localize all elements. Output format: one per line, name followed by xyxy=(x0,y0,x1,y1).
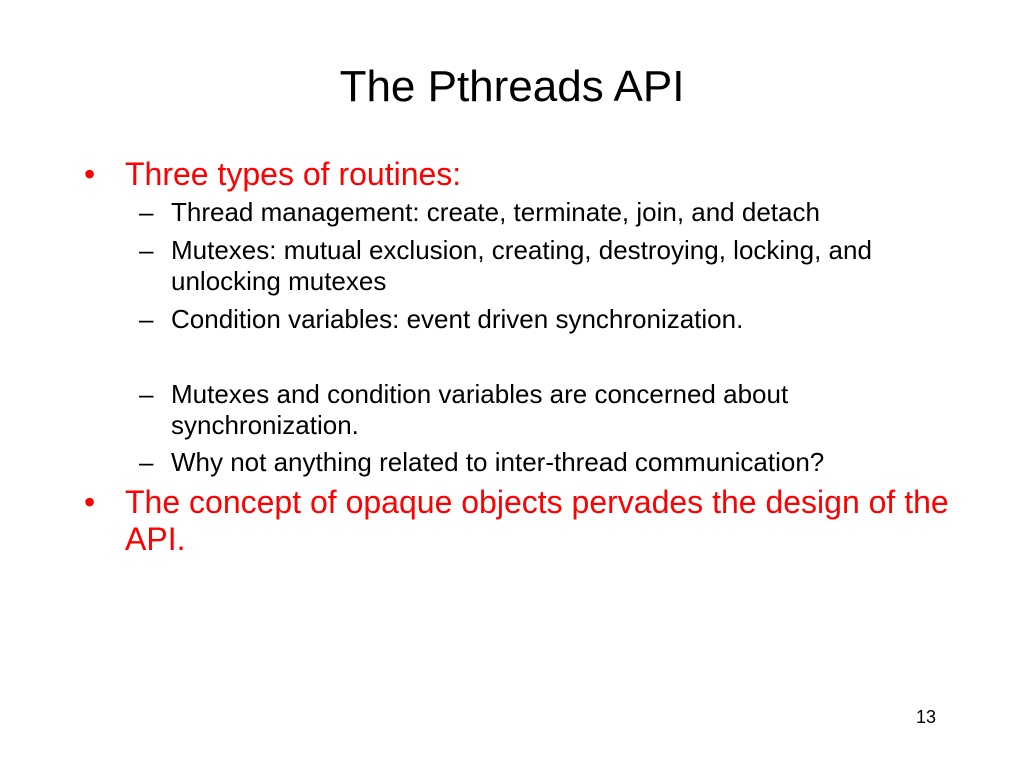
subitem-text: Thread management: create, terminate, join, and detach xyxy=(171,197,820,227)
subitem-condition-variables xyxy=(84,304,964,335)
subitem-communication xyxy=(84,447,964,478)
subitem-text: Why not anything related to inter-thread communication? xyxy=(171,447,825,477)
subitem-thread-management xyxy=(84,197,964,228)
dash-icon: – xyxy=(139,379,154,409)
bullet-opaque-objects xyxy=(84,484,964,558)
bullet-icon: • xyxy=(84,484,96,520)
bullet-text: Three types of routines: xyxy=(125,156,462,192)
bullet-text: The concept of opaque objects pervades the design of the API. xyxy=(125,484,949,557)
dash-icon: – xyxy=(139,197,154,227)
subitem-text: Mutexes: mutual exclusion, creating, destroying, locking, and unlocking mutexes xyxy=(171,235,872,296)
bullet-icon: • xyxy=(84,156,96,192)
dash-icon: – xyxy=(139,447,154,477)
subitem-text: Mutexes and condition variables are concerned about synchronization. xyxy=(171,379,789,440)
subitem-mutexes xyxy=(84,235,964,297)
slide-content xyxy=(84,156,964,558)
dash-icon: – xyxy=(139,304,154,334)
dash-icon: – xyxy=(139,235,154,265)
subitem-synchronization xyxy=(84,379,964,441)
subitem-text: Condition variables: event driven synchronization. xyxy=(171,304,744,334)
slide-title: The Pthreads API xyxy=(339,62,685,111)
page-number: 13 xyxy=(915,707,936,727)
bullet-routines xyxy=(84,156,964,193)
